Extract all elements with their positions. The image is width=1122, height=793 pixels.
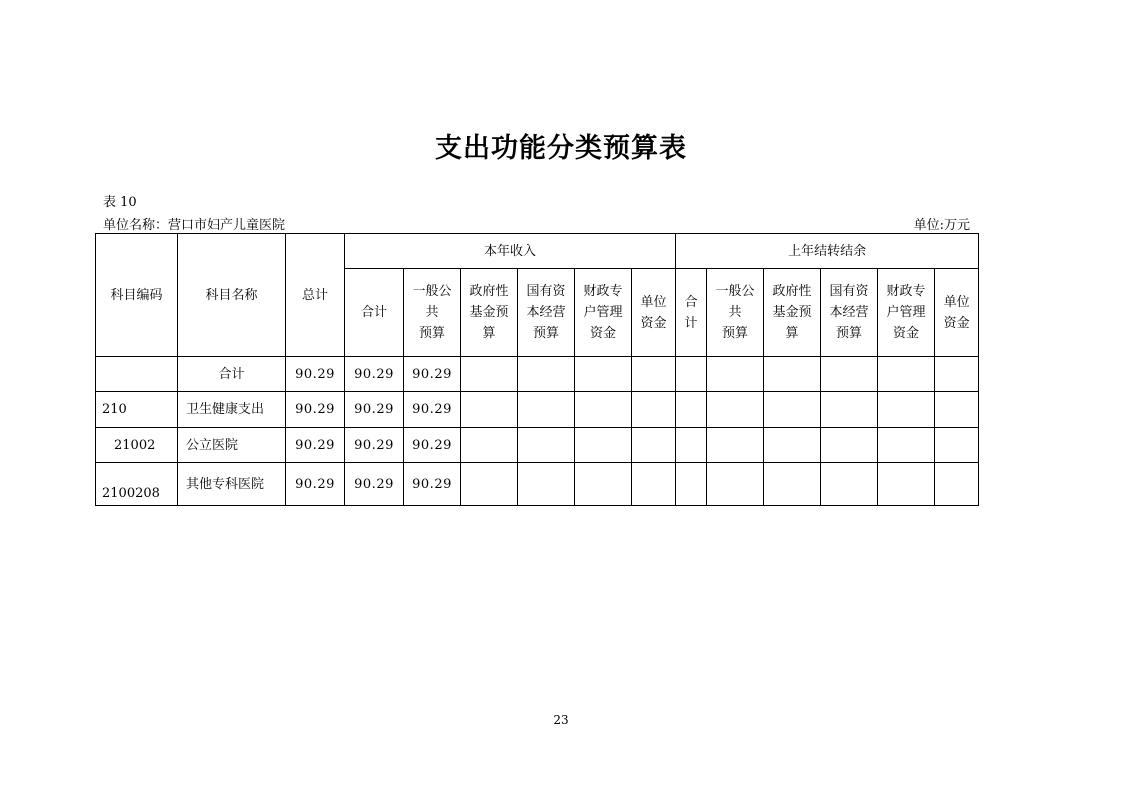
empty-cell bbox=[518, 392, 575, 428]
header-current-general: 一般公 共 预算 bbox=[404, 269, 461, 357]
row-current-general: 90.29 bbox=[404, 463, 461, 506]
empty-cell bbox=[461, 357, 518, 392]
empty-cell bbox=[935, 392, 979, 428]
row-current-total: 90.29 bbox=[345, 357, 404, 392]
empty-cell bbox=[878, 463, 935, 506]
header-current-gov-fund: 政府性 基金预 算 bbox=[461, 269, 518, 357]
table-number: 表 10 bbox=[103, 195, 137, 210]
empty-cell bbox=[632, 463, 676, 506]
header-prior-special-account: 财政专 户管理 资金 bbox=[878, 269, 935, 357]
page-number: 23 bbox=[553, 713, 569, 727]
row-name: 其他专科医院 bbox=[178, 463, 286, 506]
empty-cell bbox=[632, 392, 676, 428]
empty-cell bbox=[935, 428, 979, 463]
row-code: 210 bbox=[96, 392, 178, 428]
budget-table bbox=[95, 233, 979, 506]
empty-cell bbox=[518, 428, 575, 463]
header-total: 总计 bbox=[286, 234, 345, 357]
header-prior-year-carryover: 上年结转结余 bbox=[676, 234, 979, 269]
row-total: 90.29 bbox=[286, 463, 345, 506]
row-current-general: 90.29 bbox=[404, 357, 461, 392]
empty-cell bbox=[676, 428, 707, 463]
empty-cell bbox=[935, 463, 979, 506]
header-current-unit-fund: 单位 资金 bbox=[632, 269, 676, 357]
empty-cell bbox=[461, 392, 518, 428]
header-current-year-income: 本年收入 bbox=[345, 234, 676, 269]
empty-cell bbox=[518, 357, 575, 392]
row-total: 90.29 bbox=[286, 357, 345, 392]
empty-cell bbox=[878, 357, 935, 392]
row-code: 2100208 bbox=[96, 463, 178, 506]
empty-cell bbox=[707, 357, 764, 392]
row-code bbox=[96, 357, 178, 392]
empty-cell bbox=[764, 392, 821, 428]
empty-cell bbox=[575, 392, 632, 428]
empty-cell bbox=[676, 392, 707, 428]
row-name: 合计 bbox=[178, 357, 286, 392]
empty-cell bbox=[821, 463, 878, 506]
empty-cell bbox=[632, 357, 676, 392]
header-prior-state-capital: 国有资 本经营 预算 bbox=[821, 269, 878, 357]
row-total: 90.29 bbox=[286, 428, 345, 463]
empty-cell bbox=[764, 357, 821, 392]
header-code: 科目编码 bbox=[96, 234, 178, 357]
empty-cell bbox=[821, 392, 878, 428]
empty-cell bbox=[461, 463, 518, 506]
row-name: 卫生健康支出 bbox=[178, 392, 286, 428]
row-current-general: 90.29 bbox=[404, 428, 461, 463]
header-prior-gov-fund: 政府性 基金预 算 bbox=[764, 269, 821, 357]
empty-cell bbox=[575, 357, 632, 392]
empty-cell bbox=[575, 428, 632, 463]
header-name: 科目名称 bbox=[178, 234, 286, 357]
empty-cell bbox=[821, 428, 878, 463]
table-row bbox=[96, 392, 979, 428]
empty-cell bbox=[461, 428, 518, 463]
row-code: 21002 bbox=[96, 428, 178, 463]
empty-cell bbox=[707, 428, 764, 463]
header-current-total: 合计 bbox=[345, 269, 404, 357]
empty-cell bbox=[575, 463, 632, 506]
row-current-total: 90.29 bbox=[345, 463, 404, 506]
table-row bbox=[96, 463, 979, 506]
unit-name: 单位名称：营口市妇产儿童医院 bbox=[103, 218, 286, 233]
table-row bbox=[96, 357, 979, 392]
page-title: 支出功能分类预算表 bbox=[435, 133, 687, 164]
empty-cell bbox=[707, 463, 764, 506]
header-prior-unit-fund: 单位 资金 bbox=[935, 269, 979, 357]
empty-cell bbox=[764, 463, 821, 506]
header-current-special-account: 财政专 户管理 资金 bbox=[575, 269, 632, 357]
empty-cell bbox=[821, 357, 878, 392]
header-prior-total: 合 计 bbox=[676, 269, 707, 357]
empty-cell bbox=[878, 428, 935, 463]
row-total: 90.29 bbox=[286, 392, 345, 428]
row-current-general: 90.29 bbox=[404, 392, 461, 428]
empty-cell bbox=[676, 463, 707, 506]
empty-cell bbox=[764, 428, 821, 463]
header-current-state-capital: 国有资 本经营 预算 bbox=[518, 269, 575, 357]
row-current-total: 90.29 bbox=[345, 428, 404, 463]
empty-cell bbox=[676, 357, 707, 392]
table-row bbox=[96, 428, 979, 463]
empty-cell bbox=[632, 428, 676, 463]
empty-cell bbox=[707, 392, 764, 428]
empty-cell bbox=[878, 392, 935, 428]
header-row-1 bbox=[96, 234, 979, 269]
row-name: 公立医院 bbox=[178, 428, 286, 463]
empty-cell bbox=[518, 463, 575, 506]
row-current-total: 90.29 bbox=[345, 392, 404, 428]
empty-cell bbox=[935, 357, 979, 392]
header-prior-general: 一般公 共 预算 bbox=[707, 269, 764, 357]
currency-unit: 单位:万元 bbox=[913, 218, 970, 233]
